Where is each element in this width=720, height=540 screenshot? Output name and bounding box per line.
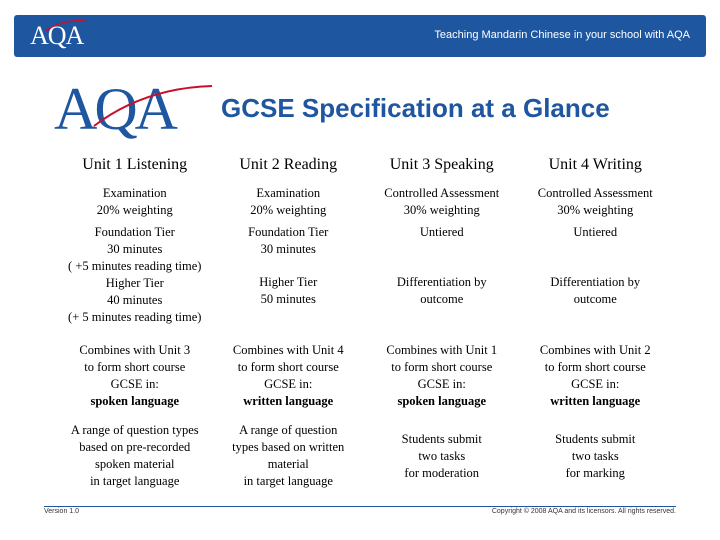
tasks-line: for moderation	[404, 465, 480, 480]
tasks-cell	[519, 416, 673, 496]
tasks-line: material	[267, 457, 309, 471]
tier-line: outcome	[420, 292, 464, 306]
aqa-logo	[54, 78, 214, 140]
tasks-line: A range of question	[239, 423, 338, 437]
banner-logo: AQA	[30, 21, 84, 50]
header-row	[58, 150, 672, 180]
combines-cell	[519, 336, 673, 416]
combines-qualification: spoken language	[90, 394, 180, 408]
tasks-line: Students submit	[555, 431, 636, 446]
tier-line: 50 minutes	[260, 292, 316, 306]
unit-name: Unit 3 Speaking	[389, 156, 494, 173]
combines-line: to form short course	[237, 360, 339, 374]
tier-line: outcome	[573, 292, 617, 306]
tier-row	[58, 224, 672, 336]
assessment-type: Controlled Assessment	[384, 186, 500, 200]
combines-line: GCSE in:	[417, 377, 466, 391]
tasks-line: for marking	[565, 465, 625, 480]
aqa-logo-text: AQA	[54, 76, 175, 142]
assessment-type: Examination	[256, 186, 321, 200]
header-banner	[14, 15, 706, 57]
spec-grid	[58, 150, 672, 496]
tier-line: Higher Tier	[105, 276, 164, 290]
combines-line: to form short course	[84, 360, 186, 374]
combines-line: GCSE in:	[264, 377, 313, 391]
tier-cell	[58, 224, 212, 336]
tasks-row	[58, 416, 672, 496]
tier-line: (+ 5 minutes reading time)	[68, 310, 202, 324]
tier-cell	[365, 224, 519, 336]
banner-title: Teaching Mandarin Chinese in your school with AQA	[434, 29, 690, 41]
tasks-cell	[212, 416, 366, 496]
combines-line: Combines with Unit 2	[539, 343, 651, 357]
combines-row	[58, 336, 672, 416]
tasks-line: spoken material	[95, 457, 175, 471]
unit-name: Unit 1 Listening	[82, 156, 188, 173]
assessment-weighting: 20% weighting	[250, 203, 327, 217]
assessment-cell	[519, 180, 673, 224]
tier-line: 40 minutes	[107, 293, 163, 307]
tier-line: Foundation Tier	[94, 225, 175, 239]
assessment-weighting: 20% weighting	[96, 203, 173, 217]
combines-line: to form short course	[544, 360, 646, 374]
tasks-line: in target language	[243, 474, 333, 488]
tier-line: 30 minutes	[107, 242, 163, 256]
combines-qualification: written language	[550, 394, 641, 408]
copyright-notice: Copyright © 2008 AQA and its licensors. All rights reserved.	[491, 508, 676, 515]
combines-qualification: written language	[243, 394, 334, 408]
tier-line: Untiered	[419, 225, 464, 239]
combines-line: Combines with Unit 1	[386, 343, 498, 357]
combines-cell	[58, 336, 212, 416]
assessment-cell	[58, 180, 212, 224]
tasks-cell	[58, 416, 212, 496]
tier-line: Untiered	[573, 225, 618, 239]
tier-cell	[212, 224, 366, 336]
combines-line: Combines with Unit 4	[232, 343, 344, 357]
unit-name: Unit 4 Writing	[548, 156, 642, 173]
version-label: Version 1.0	[44, 508, 80, 515]
tier-line: 30 minutes	[260, 242, 316, 256]
combines-cell	[365, 336, 519, 416]
assessment-weighting: 30% weighting	[557, 203, 634, 217]
combines-cell	[212, 336, 366, 416]
assessment-cell	[365, 180, 519, 224]
tasks-line: A range of question types	[70, 423, 199, 437]
page-title: GCSE Specification at a Glance	[221, 93, 610, 123]
tasks-cell	[365, 416, 519, 496]
assessment-row	[58, 180, 672, 224]
tasks-line: two tasks	[571, 448, 619, 463]
assessment-cell	[212, 180, 366, 224]
tasks-line: types based on written	[232, 440, 345, 454]
tasks-line: two tasks	[418, 448, 466, 463]
assessment-type: Examination	[102, 186, 167, 200]
tier-line: Higher Tier	[259, 275, 318, 289]
tier-cell	[519, 224, 673, 336]
combines-line: Combines with Unit 3	[79, 343, 191, 357]
tier-line: Differentiation by	[550, 275, 641, 289]
combines-line: GCSE in:	[110, 377, 159, 391]
assessment-weighting: 30% weighting	[403, 203, 480, 217]
unit-name: Unit 2 Reading	[239, 156, 338, 173]
logo-swoosh-icon	[54, 78, 214, 140]
combines-line: GCSE in:	[571, 377, 620, 391]
tasks-line: based on pre-recorded	[79, 440, 191, 454]
combines-qualification: spoken language	[397, 394, 487, 408]
tasks-line: Students submit	[401, 431, 482, 446]
assessment-type: Controlled Assessment	[537, 186, 653, 200]
tier-line: Foundation Tier	[248, 225, 329, 239]
footer-divider	[44, 506, 676, 507]
tasks-line: in target language	[90, 474, 180, 488]
tier-line: ( +5 minutes reading time)	[68, 259, 202, 273]
tier-line: Differentiation by	[396, 275, 487, 289]
combines-line: to form short course	[391, 360, 493, 374]
